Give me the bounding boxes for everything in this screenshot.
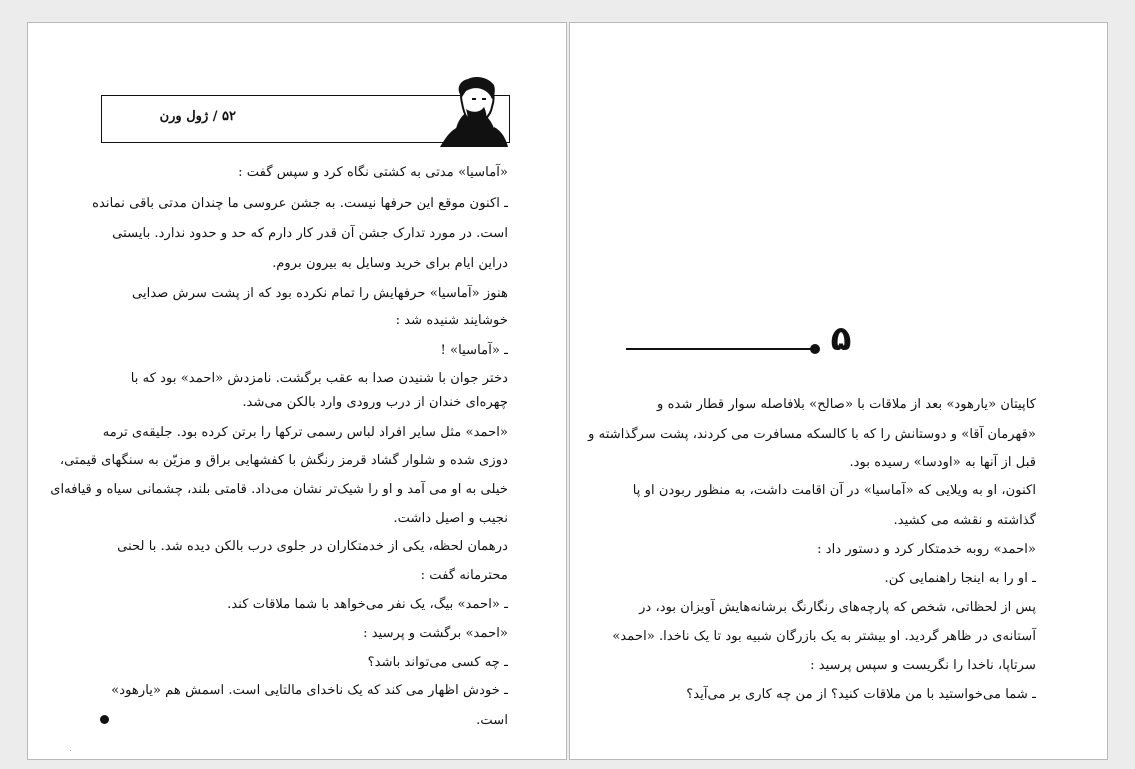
text-line: است. xyxy=(476,713,508,728)
text-line: «احمد» مثل سایر افراد لباس رسمی ترکها را برتن کرده بود. جلیقه‌ی ترمه xyxy=(102,425,508,440)
text-line: «آماسیا» مدتی به کشتی نگاه کرد و سپس گفت : xyxy=(238,165,508,180)
text-line: محترمانه گفت : xyxy=(420,568,508,583)
text-line: ـ چه کسی می‌تواند باشد؟ xyxy=(367,655,508,670)
text-line: «قهرمان آقا» و دوستانش را که با کالسکه مسافرت می کردند، پشت سرگذاشته و xyxy=(588,427,1036,442)
right-page xyxy=(569,22,1108,760)
chapter-number: ۵ xyxy=(830,319,852,359)
text-line: دختر جوان با شنیدن صدا به عقب برگشت. نامزدش «احمد» بود که با xyxy=(130,371,508,386)
text-line: گذاشته و نقشه می کشید. xyxy=(893,513,1036,528)
left-page xyxy=(27,22,567,760)
text-line: «احمد» برگشت و پرسید : xyxy=(363,626,508,641)
text-line: «احمد» روبه خدمتکار کرد و دستور داد : xyxy=(817,542,1036,557)
text-line: ـ «آماسیا» ! xyxy=(440,343,508,358)
text-line: هنوز «آماسیا» حرفهایش را تمام نکرده بود که از پشت سرش صدایی xyxy=(132,286,508,301)
text-line: آستانه‌ی در ظاهر گردید. او بیشتر به یک بازرگان شبیه بود تا یک ناخدا. «احمد» xyxy=(612,629,1036,644)
text-line: ـ او را به اینجا راهنمایی کن. xyxy=(884,571,1036,586)
text-line: خوشایند شنیده شد : xyxy=(395,313,508,328)
text-line: اکنون، او به ویلایی که «آماسیا» در آن اقامت داشت، به منظور ربودن او پا xyxy=(632,483,1036,498)
author-portrait xyxy=(436,73,512,147)
chapter-rule xyxy=(626,348,818,350)
text-line: است. در مورد تدارک جشن آن قدر کار دارم که حد و حدود ندارد. بایستی xyxy=(112,226,508,241)
running-header: ۵۲ / ژول ورن xyxy=(159,109,236,124)
chapter-rule-dot xyxy=(810,344,820,354)
text-line: کاپیتان «یارهود» بعد از ملاقات با «صالح» بلافاصله سوار قطار شده و xyxy=(657,397,1036,412)
text-line: دوزی شده و شلوار گشاد قرمز رنگش با کفشهایی براق و مزیّن به سنگهای قیمتی، xyxy=(59,453,508,468)
text-line: ـ شما می‌خواستید با من ملاقات کنید؟ از من چه کاری بر می‌آید؟ xyxy=(686,687,1036,702)
text-line: پس از لحظاتی، شخص که پارچه‌های رنگارنگ برشانه‌هایش آویزان بود، در xyxy=(639,600,1036,615)
end-marker xyxy=(100,715,109,724)
text-line: ـ اکنون موقع این حرفها نیست. به جشن عروسی ما چندان مدتی باقی نمانده xyxy=(92,196,508,211)
text-line: خیلی به او می آمد و او را شیک‌تر نشان می‌داد. قامتی بلند، چشمانی سیاه و قیافه‌ای xyxy=(50,482,508,497)
text-line: سرتاپا، ناخدا را نگریست و سپس پرسید : xyxy=(810,658,1036,673)
text-line: درهمان لحظه، یکی از خدمتکاران در جلوی درب بالکن دیده شد. با لحنی xyxy=(117,539,508,554)
text-line: ـ خودش اظهار می کند که یک ناخدای مالتایی است. اسمش هم «یارهود» xyxy=(111,683,508,698)
text-line: دراین ایام برای خرید وسایل به بیرون بروم. xyxy=(272,256,508,271)
text-line: قبل از آنها به «اودسا» رسیده بود. xyxy=(849,455,1036,470)
scan-speck xyxy=(70,750,71,751)
text-line: ـ «احمد» بیگ، یک نفر می‌خواهد با شما ملاقات کند. xyxy=(227,597,508,612)
text-line: نجیب و اصیل داشت. xyxy=(393,511,508,526)
text-line: چهره‌ای خندان از درب ورودی وارد بالکن می‌شد. xyxy=(242,395,508,410)
